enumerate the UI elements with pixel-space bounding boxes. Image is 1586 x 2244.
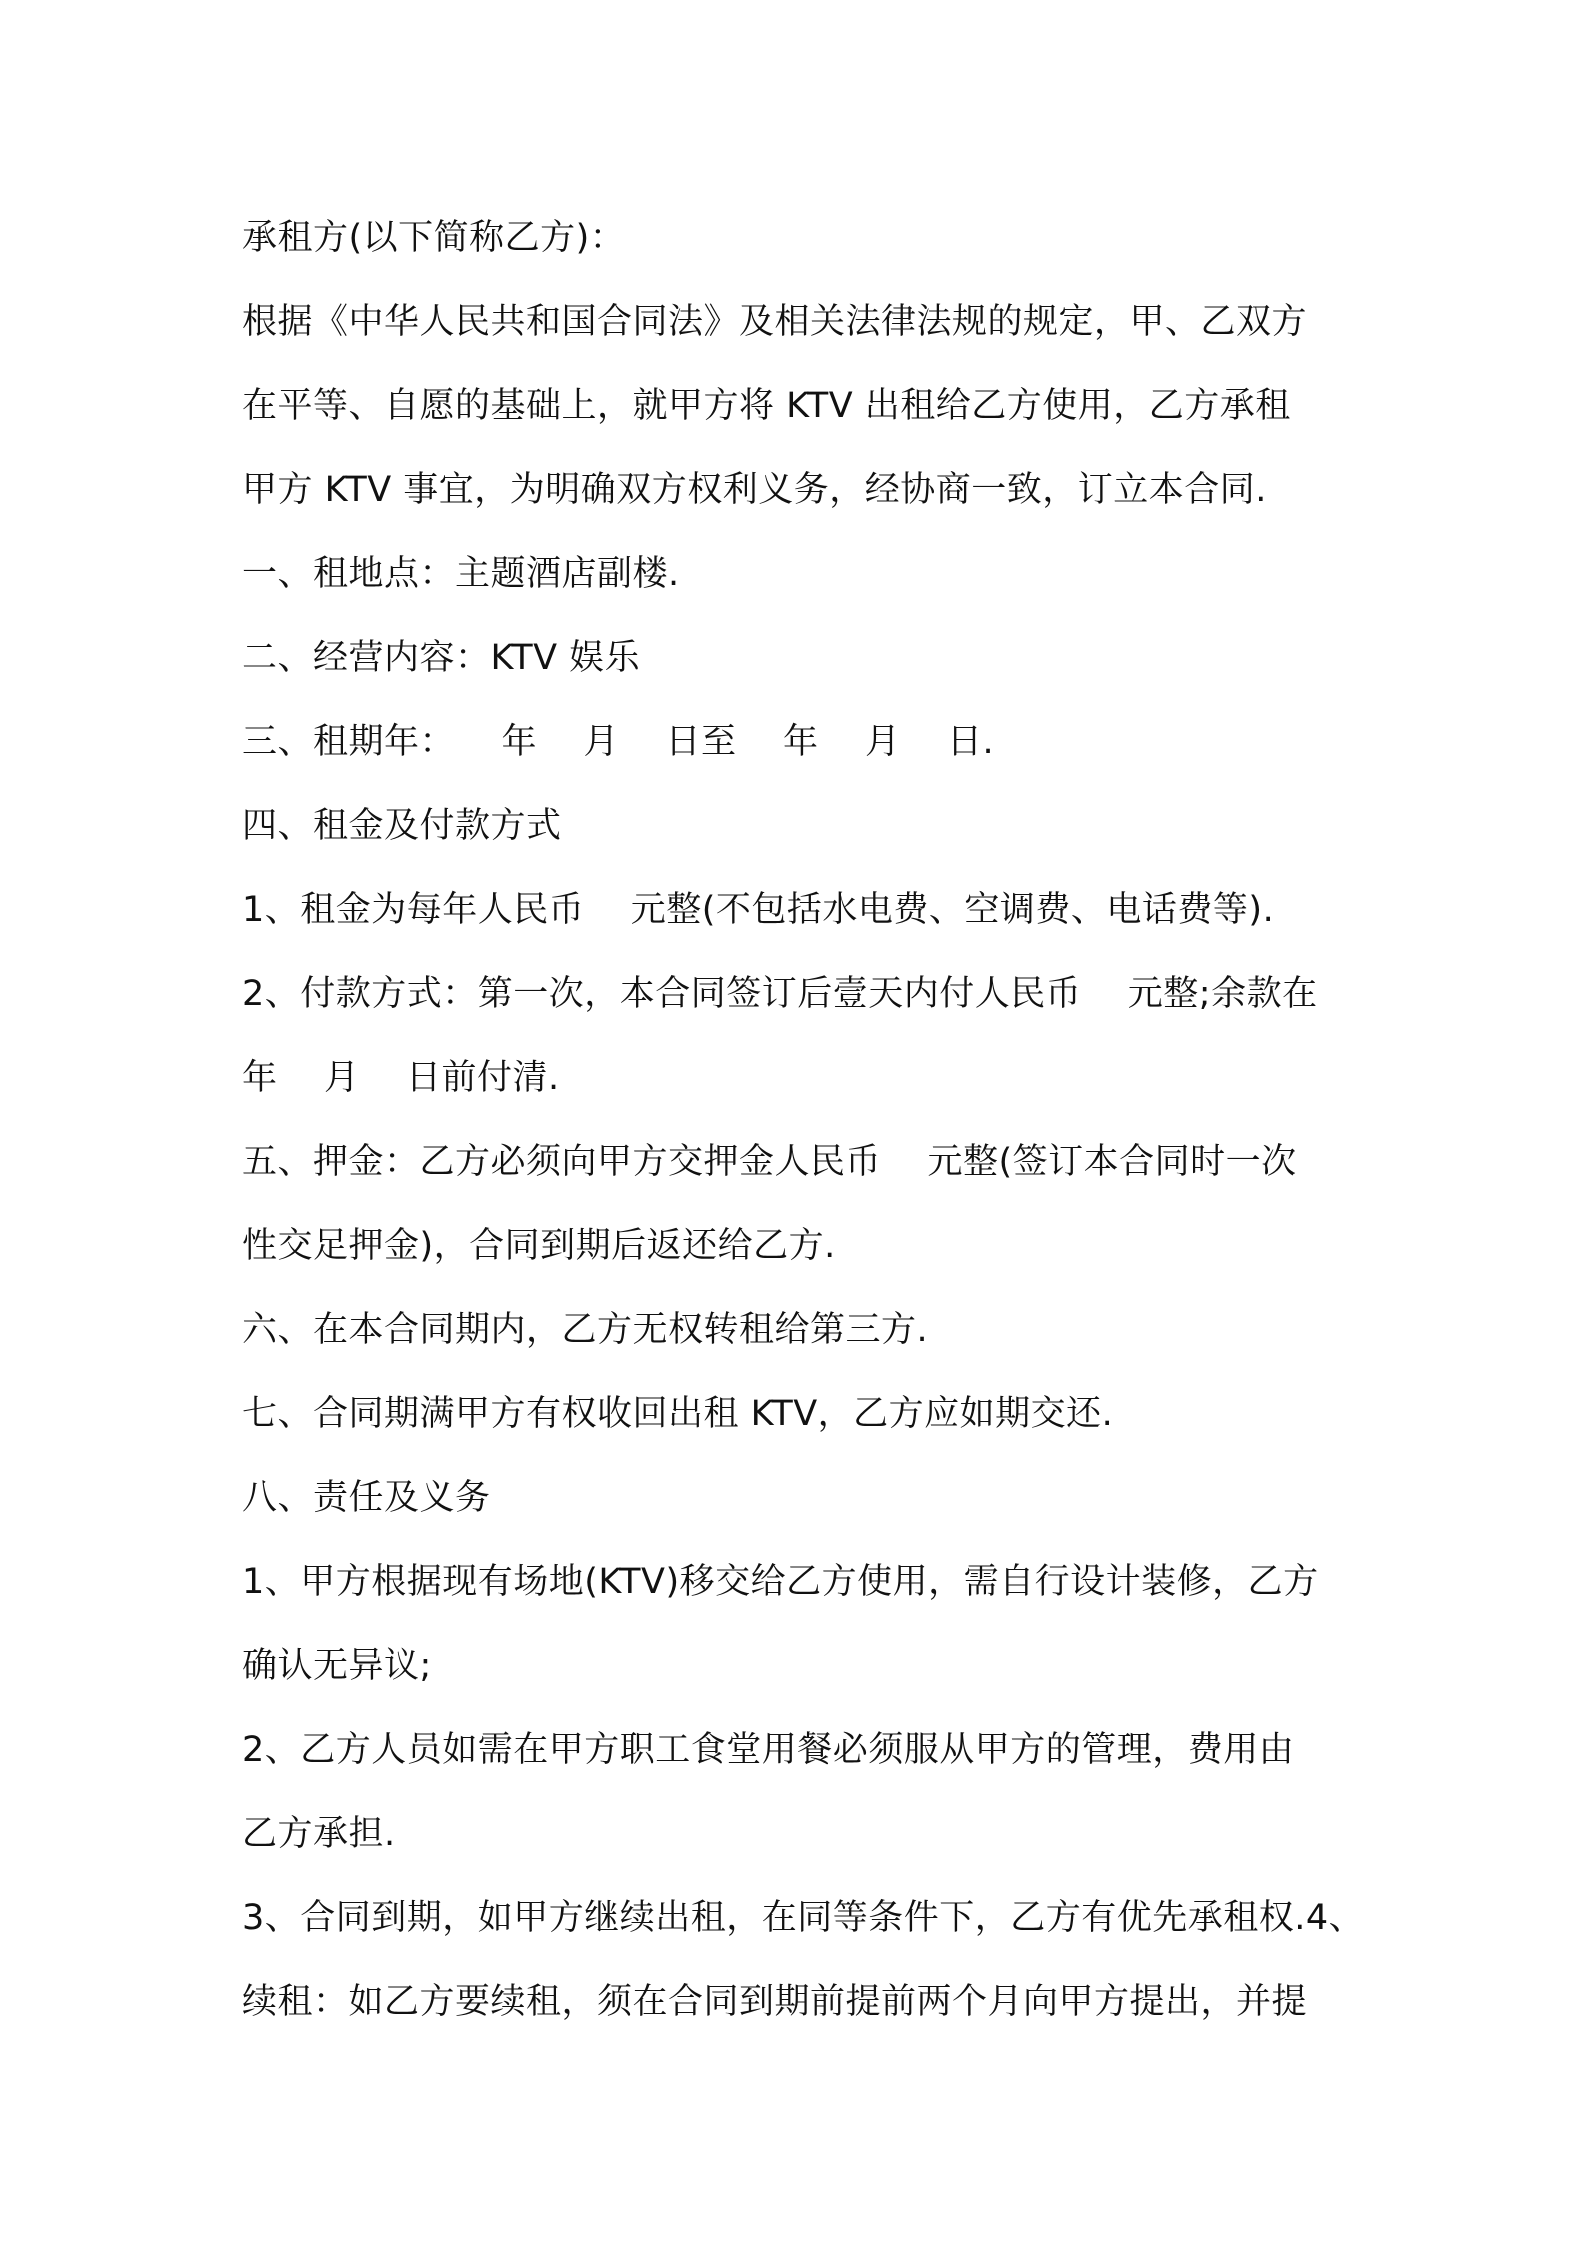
clause-deposit: 五、押金：乙方必须向甲方交押金人民币 元整(签订本合同时一次: [242, 1142, 1297, 1182]
clause-responsibilities-heading: 八、责任及义务: [242, 1478, 491, 1518]
paragraph-line: 1、租金为每年人民币 元整(不包括水电费、空调费、电话费等).: [242, 890, 1275, 930]
clause-rent-payment-heading: 四、租金及付款方式: [242, 806, 562, 846]
paragraph-line: 续租：如乙方要续租，须在合同到期前提前两个月向甲方提出，并提: [242, 1982, 1308, 2022]
paragraph-line: 3、合同到期，如甲方继续出租，在同等条件下，乙方有优先承租权.4、: [242, 1898, 1365, 1938]
paragraph-line: 年 月 日前付清.: [242, 1058, 560, 1098]
paragraph-line: 甲方 KTV 事宜，为明确双方权利义务，经协商一致，订立本合同.: [242, 470, 1267, 510]
paragraph-line: 乙方承担.: [242, 1814, 396, 1854]
clause-rental-location: 一、租地点：主题酒店副楼.: [242, 554, 680, 594]
clause-no-sublease: 六、在本合同期内，乙方无权转租给第三方.: [242, 1310, 929, 1350]
paragraph-line: 性交足押金)，合同到期后返还给乙方.: [242, 1226, 836, 1266]
paragraph-line: 2、付款方式：第一次，本合同签订后壹天内付人民币 元整;余款在: [242, 974, 1318, 1014]
clause-expiry: 七、合同期满甲方有权收回出租 KTV，乙方应如期交还.: [242, 1394, 1114, 1434]
paragraph-line: 2、乙方人员如需在甲方职工食堂用餐必须服从甲方的管理，费用由: [242, 1730, 1295, 1770]
paragraph-line: 1、甲方根据现有场地(KTV)移交给乙方使用，需自行设计装修，乙方: [242, 1562, 1319, 1602]
clause-lease-term: 三、租期年： 年 月 日至 年 月 日.: [242, 722, 995, 762]
paragraph-line: 承租方(以下简称乙方)：: [242, 218, 626, 258]
paragraph-line: 在平等、自愿的基础上，就甲方将 KTV 出租给乙方使用，乙方承租: [242, 386, 1291, 426]
contract-body: [242, 196, 1365, 2044]
clause-business-content: 二、经营内容：KTV 娱乐: [242, 638, 641, 678]
paragraph-line: 确认无异议;: [242, 1646, 432, 1686]
paragraph-line: 根据《中华人民共和国合同法》及相关法律法规的规定，甲、乙双方: [242, 302, 1308, 342]
